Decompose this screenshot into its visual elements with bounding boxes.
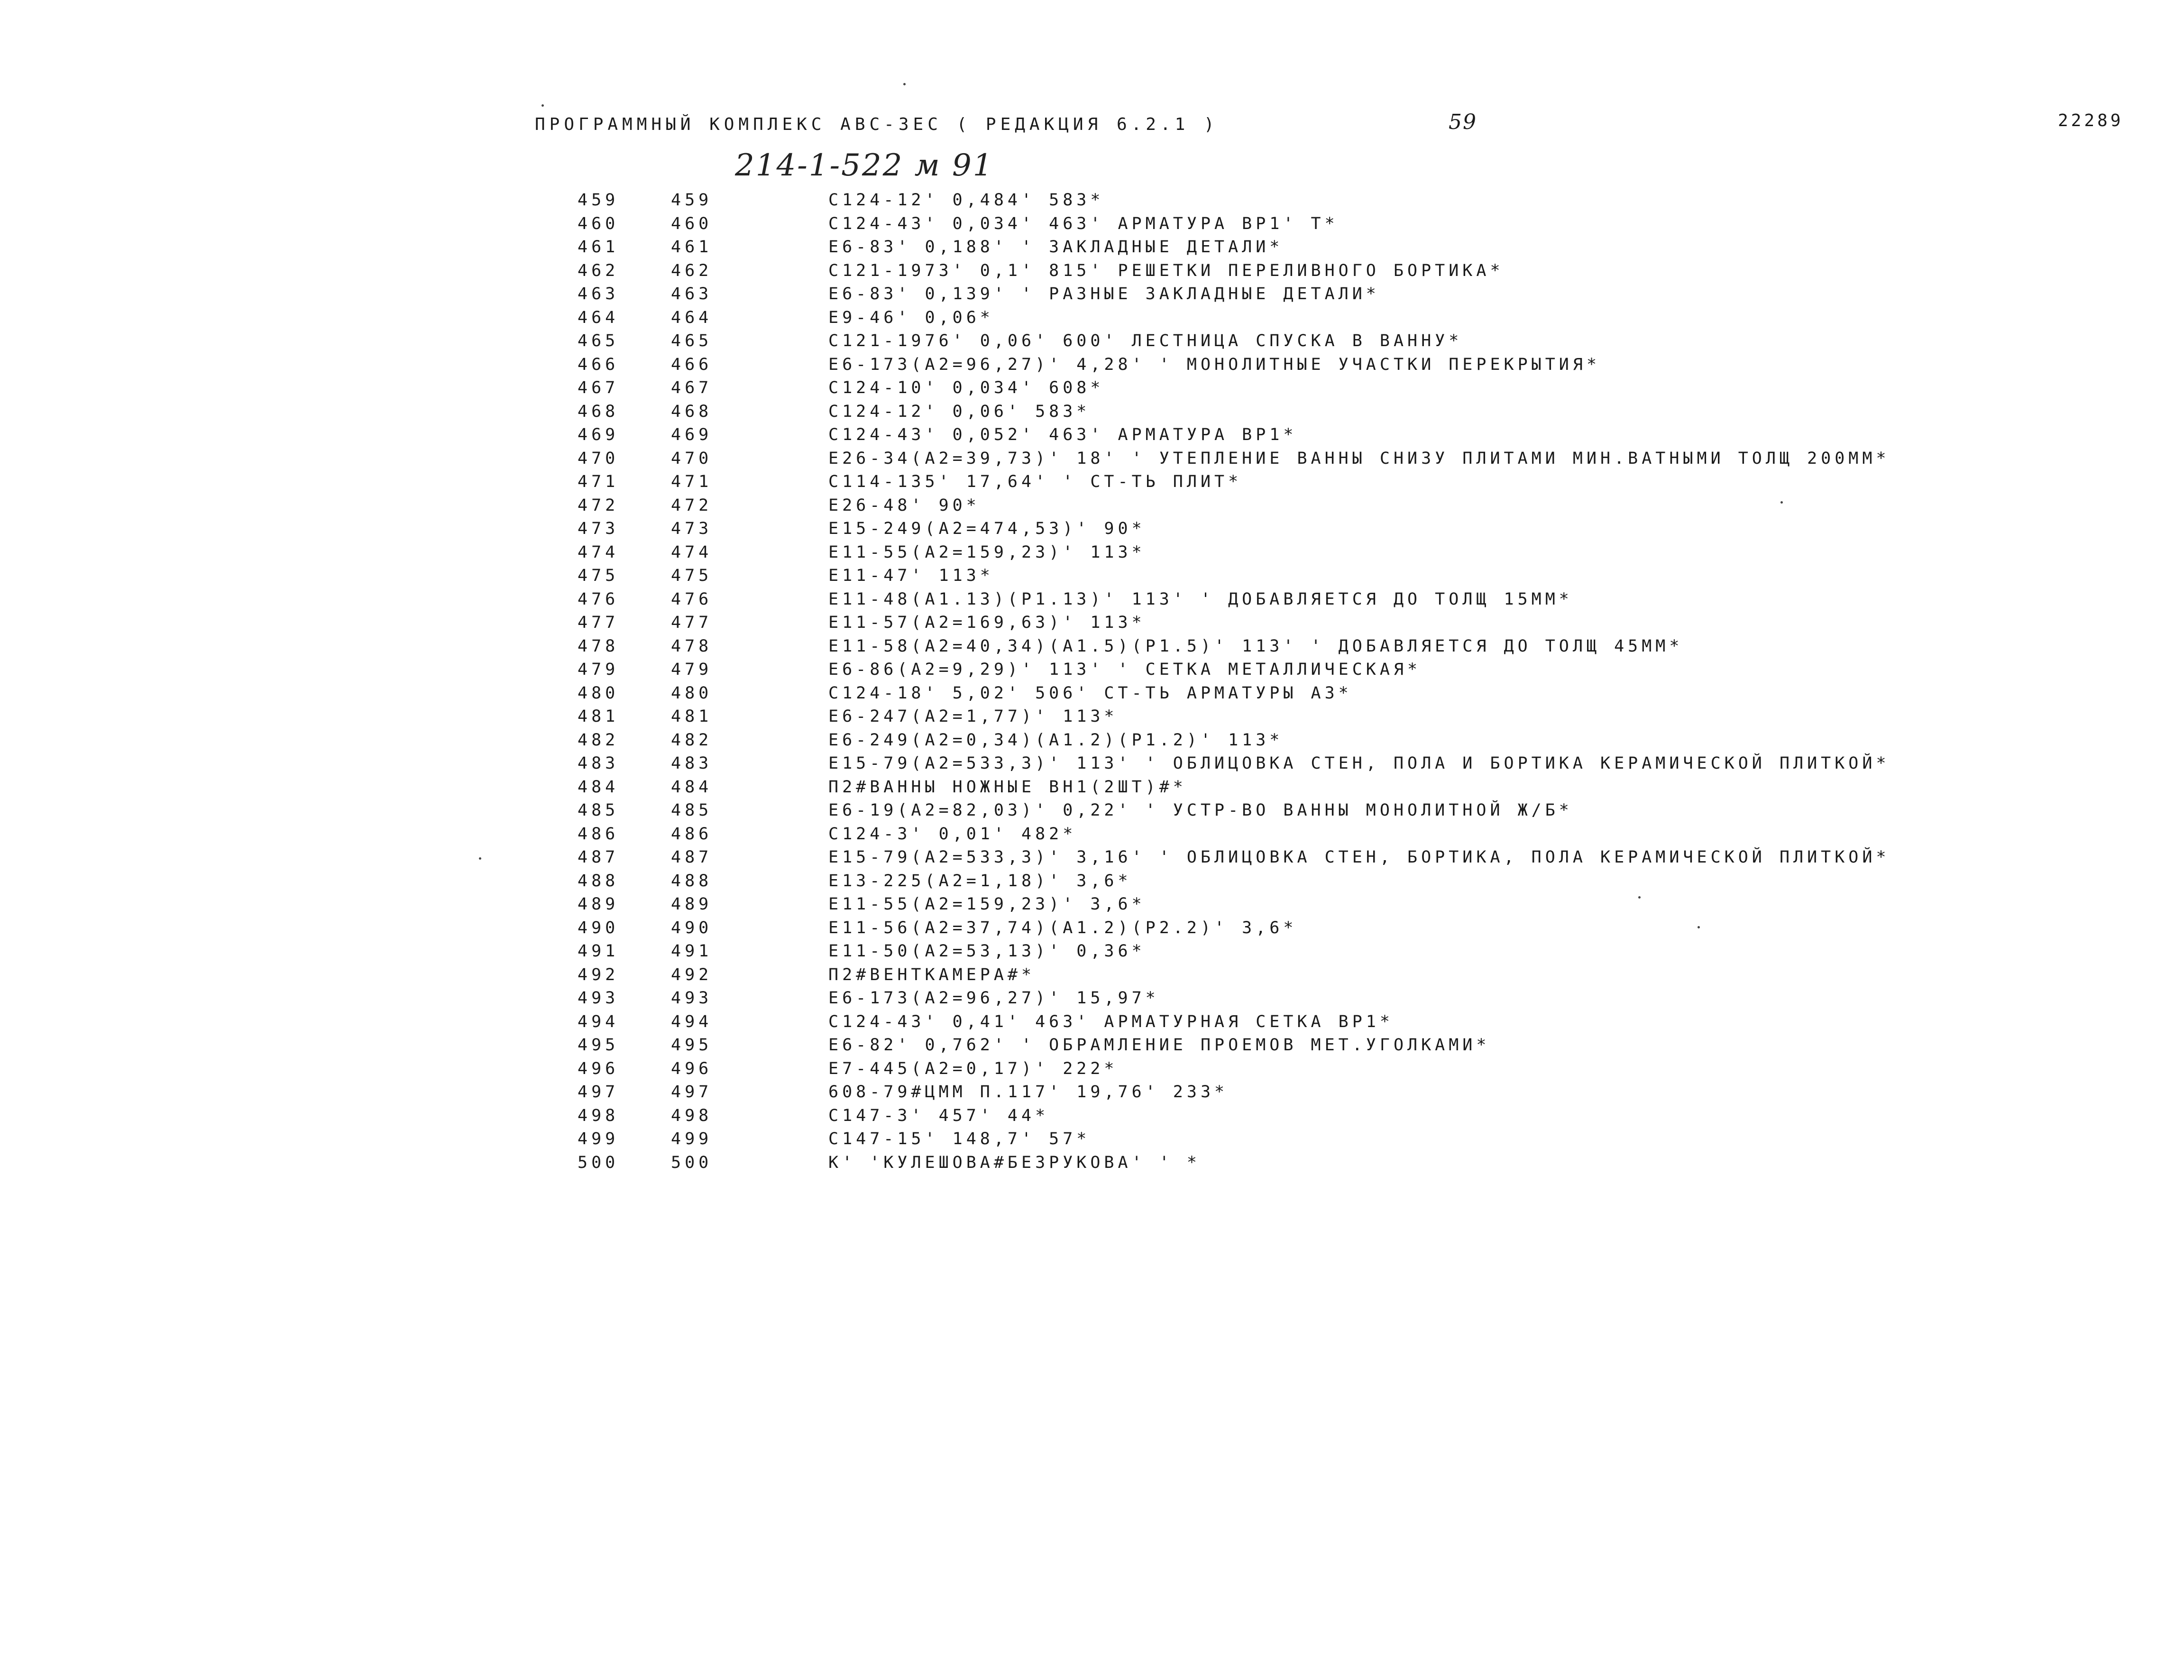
row-ref-number: 479 <box>671 660 713 679</box>
row-seq-number: 488 <box>578 871 619 890</box>
program-header: ПРОГРАММНЫЙ КОМПЛЕКС АВС-ЗЕС ( РЕДАКЦИЯ 6.2.1 ) <box>535 115 1219 134</box>
speck <box>1698 926 1700 928</box>
row-entry-text: Е9-46' 0,06* <box>828 308 994 327</box>
row-ref-number: 478 <box>671 636 713 656</box>
row-ref-number: 489 <box>671 895 713 914</box>
row-ref-number: 482 <box>671 730 713 750</box>
row-entry-text: С124-12' 0,484' 583* <box>828 191 1104 210</box>
row-ref-number: 468 <box>671 402 713 421</box>
listing-row <box>0 518 2184 542</box>
row-entry-text: Е6-83' 0,139' ' РАЗНЫЕ ЗАКЛАДНЫЕ ДЕТАЛИ* <box>828 285 1380 303</box>
row-entry-text: Е11-56(А2=37,74)(А1.2)(Р2.2)' 3,6* <box>828 918 1297 937</box>
row-seq-number: 484 <box>578 777 619 797</box>
listing-row <box>0 401 2184 425</box>
speck <box>1780 501 1783 504</box>
row-entry-text: С124-43' 0,052' 463' АРМАТУРА ВР1* <box>828 425 1297 444</box>
row-entry-text: Е6-173(А2=96,27)' 4,28' ' МОНОЛИТНЫЕ УЧАСТКИ ПЕРЕКРЫТИЯ* <box>828 355 1601 374</box>
row-ref-number: 472 <box>671 496 713 515</box>
listing-row <box>0 659 2184 683</box>
listing-row <box>0 941 2184 964</box>
row-ref-number: 467 <box>671 378 713 397</box>
row-entry-text: Е6-173(А2=96,27)' 15,97* <box>828 989 1159 1008</box>
listing-row <box>0 964 2184 988</box>
row-ref-number: 461 <box>671 238 713 257</box>
row-ref-number: 499 <box>671 1129 713 1148</box>
row-entry-text: Е11-48(А1.13)(Р1.13)' 113' ' ДОБАВЛЯЕТСЯ ДО ТОЛЩ 15ММ* <box>828 589 1573 609</box>
row-ref-number: 463 <box>671 285 713 303</box>
listing-row <box>0 495 2184 519</box>
row-seq-number: 482 <box>578 730 619 750</box>
row-ref-number: 490 <box>671 918 713 937</box>
row-entry-text: П2#ВАННЫ НОЖНЫЕ ВН1(2ШТ)#* <box>828 777 1187 797</box>
row-seq-number: 476 <box>578 589 619 609</box>
row-ref-number: 470 <box>671 449 713 468</box>
row-entry-text: Е11-47' 113* <box>828 566 994 585</box>
row-ref-number: 487 <box>671 848 713 867</box>
listing-row <box>0 918 2184 941</box>
row-seq-number: 466 <box>578 355 619 374</box>
row-entry-text: С147-15' 148,7' 57* <box>828 1129 1091 1148</box>
row-seq-number: 492 <box>578 965 619 984</box>
row-seq-number: 487 <box>578 848 619 867</box>
row-seq-number: 481 <box>578 707 619 726</box>
row-ref-number: 486 <box>671 824 713 844</box>
row-ref-number: 474 <box>671 542 713 562</box>
row-entry-text: С124-10' 0,034' 608* <box>828 378 1104 397</box>
row-ref-number: 471 <box>671 472 713 491</box>
row-entry-text: С124-43' 0,034' 463' АРМАТУРА ВР1' Т* <box>828 214 1339 233</box>
row-seq-number: 469 <box>578 425 619 444</box>
row-seq-number: 498 <box>578 1106 619 1125</box>
listing-row <box>0 1105 2184 1129</box>
row-ref-number: 495 <box>671 1036 713 1055</box>
listing-row <box>0 542 2184 566</box>
row-entry-text: 608-79#ЦММ П.117' 19,76' 233* <box>828 1083 1229 1102</box>
row-seq-number: 490 <box>578 918 619 937</box>
listing-row <box>0 565 2184 589</box>
row-entry-text: Е6-19(А2=82,03)' 0,22' ' УСТР-ВО ВАННЫ МОНОЛИТНОЙ Ж/Б* <box>828 801 1573 820</box>
listing-row <box>0 377 2184 401</box>
listing-row <box>0 730 2184 753</box>
listing-row <box>0 260 2184 284</box>
listing-row <box>0 753 2184 777</box>
row-seq-number: 463 <box>578 285 619 303</box>
row-seq-number: 472 <box>578 496 619 515</box>
row-ref-number: 469 <box>671 425 713 444</box>
row-ref-number: 459 <box>671 191 713 210</box>
listing-row <box>0 800 2184 824</box>
row-entry-text: С124-3' 0,01' 482* <box>828 824 1077 844</box>
row-entry-text: Е26-48' 90* <box>828 496 980 515</box>
row-ref-number: 476 <box>671 589 713 609</box>
listing-row <box>0 683 2184 707</box>
row-seq-number: 494 <box>578 1012 619 1031</box>
handwritten-series-code: 214-1-522 м 91 <box>735 148 994 183</box>
row-seq-number: 477 <box>578 613 619 632</box>
row-entry-text: Е6-86(А2=9,29)' 113' ' СЕТКА МЕТАЛЛИЧЕСКАЯ* <box>828 660 1422 679</box>
row-seq-number: 465 <box>578 331 619 350</box>
row-entry-text: С121-1973' 0,1' 815' РЕШЕТКИ ПЕРЕЛИВНОГО БОРТИКА* <box>828 261 1504 280</box>
row-ref-number: 480 <box>671 683 713 703</box>
row-ref-number: 488 <box>671 871 713 890</box>
row-ref-number: 494 <box>671 1012 713 1031</box>
row-entry-text: С121-1976' 0,06' 600' ЛЕСТНИЦА СПУСКА В ВАННУ* <box>828 331 1463 350</box>
row-seq-number: 459 <box>578 191 619 210</box>
row-entry-text: Е11-55(А2=159,23)' 3,6* <box>828 895 1146 914</box>
row-seq-number: 478 <box>578 636 619 656</box>
row-seq-number: 485 <box>578 801 619 820</box>
row-seq-number: 461 <box>578 238 619 257</box>
listing-row <box>0 1082 2184 1105</box>
row-seq-number: 470 <box>578 449 619 468</box>
row-seq-number: 499 <box>578 1129 619 1148</box>
row-entry-text: Е6-82' 0,762' ' ОБРАМЛЕНИЕ ПРОЕМОВ МЕТ.УГОЛКАМИ* <box>828 1036 1490 1055</box>
row-ref-number: 460 <box>671 214 713 233</box>
listing-row <box>0 612 2184 636</box>
row-ref-number: 498 <box>671 1106 713 1125</box>
row-ref-number: 485 <box>671 801 713 820</box>
listing-row <box>0 1152 2184 1176</box>
row-entry-text: С124-43' 0,41' 463' АРМАТУРНАЯ СЕТКА ВР1* <box>828 1012 1394 1031</box>
row-seq-number: 489 <box>578 895 619 914</box>
listing-row <box>0 354 2184 378</box>
row-ref-number: 462 <box>671 261 713 280</box>
row-entry-text: Е15-79(А2=533,3)' 113' ' ОБЛИЦОВКА СТЕН, ПОЛА И БОРТИКА КЕРАМИЧЕСКОЙ ПЛИТКОЙ* <box>828 754 1890 773</box>
listing-row <box>0 706 2184 730</box>
listing-row <box>0 190 2184 213</box>
row-seq-number: 468 <box>578 402 619 421</box>
document-number: 22289 <box>2058 111 2124 130</box>
row-entry-text: С124-12' 0,06' 583* <box>828 402 1091 421</box>
listing-row <box>0 1035 2184 1058</box>
row-ref-number: 483 <box>671 754 713 773</box>
speck <box>1638 896 1641 899</box>
row-ref-number: 481 <box>671 707 713 726</box>
row-entry-text: Е6-249(А2=0,34)(А1.2)(Р1.2)' 113* <box>828 730 1284 750</box>
row-entry-text: Е11-50(А2=53,13)' 0,36* <box>828 942 1146 961</box>
row-ref-number: 500 <box>671 1153 713 1172</box>
row-entry-text: Е7-445(А2=0,17)' 222* <box>828 1059 1118 1078</box>
row-entry-text: Е6-247(А2=1,77)' 113* <box>828 707 1118 726</box>
row-ref-number: 493 <box>671 989 713 1008</box>
listing-row <box>0 1011 2184 1035</box>
row-ref-number: 473 <box>671 519 713 538</box>
listing-row <box>0 307 2184 331</box>
row-entry-text: С147-3' 457' 44* <box>828 1106 1049 1125</box>
listing-row <box>0 847 2184 871</box>
row-ref-number: 466 <box>671 355 713 374</box>
listing-row <box>0 284 2184 307</box>
row-seq-number: 464 <box>578 308 619 327</box>
row-entry-text: Е15-249(А2=474,53)' 90* <box>828 519 1146 538</box>
row-ref-number: 464 <box>671 308 713 327</box>
row-ref-number: 497 <box>671 1083 713 1102</box>
row-entry-text: Е13-225(А2=1,18)' 3,6* <box>828 871 1132 890</box>
row-entry-text: С124-18' 5,02' 506' СТ-ТЬ АРМАТУРЫ А3* <box>828 683 1352 703</box>
listing-row <box>0 777 2184 800</box>
row-entry-text: С114-135' 17,64' ' СТ-ТЬ ПЛИТ* <box>828 472 1242 491</box>
row-entry-text: П2#ВЕНТКАМЕРА#* <box>828 965 1036 984</box>
row-ref-number: 492 <box>671 965 713 984</box>
row-seq-number: 475 <box>578 566 619 585</box>
listing-row <box>0 424 2184 448</box>
row-entry-text: Е11-57(А2=169,63)' 113* <box>828 613 1146 632</box>
speck <box>903 83 906 85</box>
listing-row <box>0 237 2184 260</box>
row-ref-number: 465 <box>671 331 713 350</box>
speck <box>479 857 481 860</box>
listing-row <box>0 448 2184 472</box>
listing-row <box>0 894 2184 918</box>
listing-row <box>0 213 2184 237</box>
row-seq-number: 479 <box>578 660 619 679</box>
listing-row <box>0 988 2184 1011</box>
row-seq-number: 495 <box>578 1036 619 1055</box>
listing-row <box>0 589 2184 613</box>
row-entry-text: Е15-79(А2=533,3)' 3,16' ' ОБЛИЦОВКА СТЕН, БОРТИКА, ПОЛА КЕРАМИЧЕСКОЙ ПЛИТКОЙ* <box>828 848 1890 867</box>
row-seq-number: 473 <box>578 519 619 538</box>
page-number: 59 <box>1449 110 1477 134</box>
speck <box>541 104 544 107</box>
row-seq-number: 480 <box>578 683 619 703</box>
row-entry-text: Е6-83' 0,188' ' ЗАКЛАДНЫЕ ДЕТАЛИ* <box>828 238 1284 257</box>
row-ref-number: 484 <box>671 777 713 797</box>
row-seq-number: 462 <box>578 261 619 280</box>
row-ref-number: 477 <box>671 613 713 632</box>
row-ref-number: 491 <box>671 942 713 961</box>
row-seq-number: 493 <box>578 989 619 1008</box>
listing-row <box>0 636 2184 660</box>
listing-row <box>0 1058 2184 1082</box>
row-seq-number: 500 <box>578 1153 619 1172</box>
row-ref-number: 496 <box>671 1059 713 1078</box>
listing-row <box>0 824 2184 847</box>
row-entry-text: К' 'КУЛЕШОВА#БЕЗРУКОВА' ' * <box>828 1153 1201 1172</box>
row-entry-text: Е11-58(А2=40,34)(А1.5)(Р1.5)' 113' ' ДОБАВЛЯЕТСЯ ДО ТОЛЩ 45ММ* <box>828 636 1683 656</box>
listing-row <box>0 330 2184 354</box>
row-seq-number: 474 <box>578 542 619 562</box>
estimate-listing <box>0 190 2184 1175</box>
row-seq-number: 460 <box>578 214 619 233</box>
row-seq-number: 483 <box>578 754 619 773</box>
row-seq-number: 497 <box>578 1083 619 1102</box>
row-entry-text: Е26-34(А2=39,73)' 18' ' УТЕПЛЕНИЕ ВАННЫ СНИЗУ ПЛИТАМИ МИН.ВАТНЫМИ ТОЛЩ 200ММ* <box>828 449 1890 468</box>
row-entry-text: Е11-55(А2=159,23)' 113* <box>828 542 1146 562</box>
listing-row <box>0 471 2184 495</box>
row-seq-number: 467 <box>578 378 619 397</box>
row-seq-number: 496 <box>578 1059 619 1078</box>
row-seq-number: 491 <box>578 942 619 961</box>
listing-row <box>0 1129 2184 1152</box>
row-seq-number: 486 <box>578 824 619 844</box>
row-seq-number: 471 <box>578 472 619 491</box>
row-ref-number: 475 <box>671 566 713 585</box>
listing-row <box>0 871 2184 894</box>
